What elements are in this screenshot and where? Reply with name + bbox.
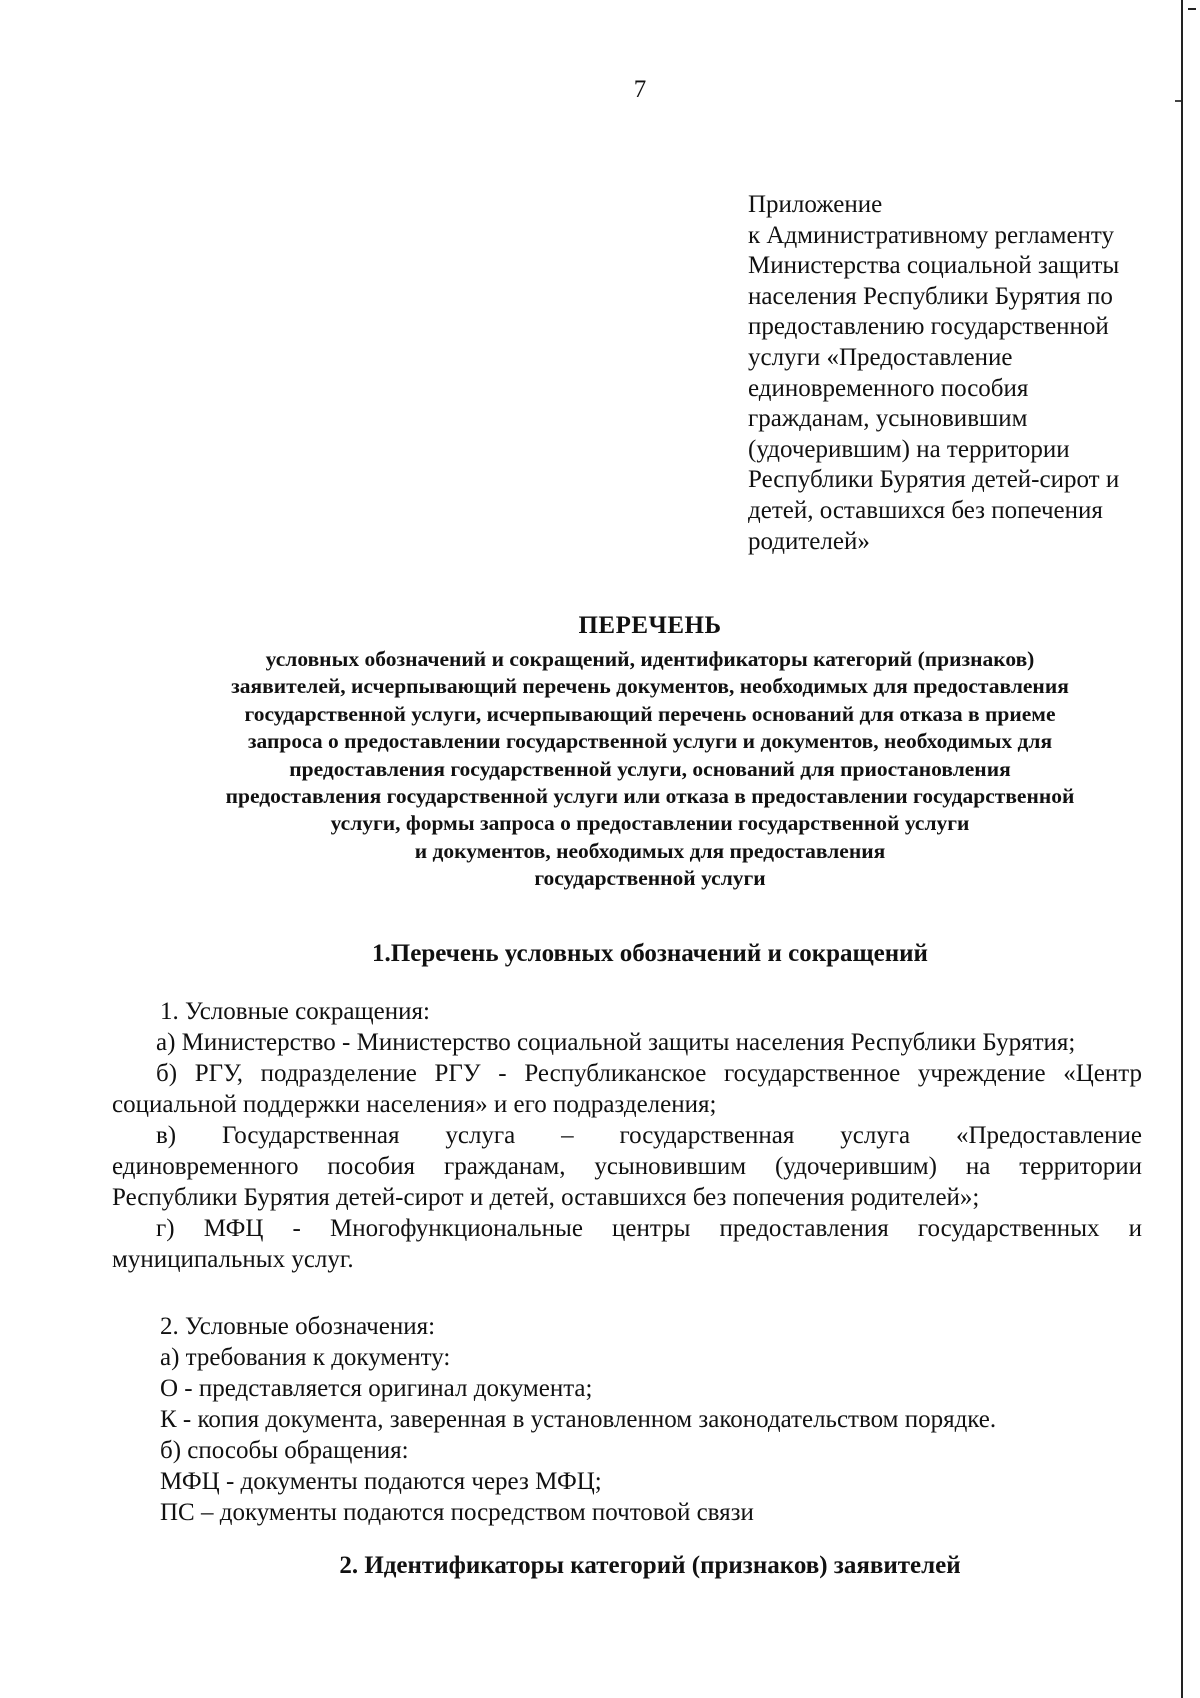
subtitle-line: условных обозначений и сокращений, идентификаторы категорий (признаков) [265,647,1035,671]
subtitle-line: запроса о предоставлении государственной услуги и документов, необходимых для [247,729,1053,754]
annex-line: Республики Бурятия детей-сирот и [748,466,1120,494]
annex-line: единовременного пособия [748,374,1029,402]
annex-line: Приложение [748,191,883,218]
designation-k: К - копия документа, заверенная в установленном законодательством порядке. [160,1406,997,1433]
annex-line: (удочерившим) на территории [748,435,1070,463]
page-edge-line [1181,0,1183,1698]
abbr-v-line2: единовременного пособия гражданам, усыновившим (удочерившим) на территории [112,1153,1142,1180]
abbr-b-line2: социальной поддержки населения» и его подразделения; [112,1091,717,1118]
abbr-v-line1 [112,1120,1142,1151]
page-number: 7 [633,76,647,103]
annex-line: гражданам, усыновившим [748,405,1028,433]
annex-line: родителей» [748,527,870,555]
annex-block [748,190,1168,557]
subtitle-line: государственной услуги, исчерпывающий перечень оснований для отказа в приеме [244,701,1056,726]
subtitle-line: заявителей, исчерпывающий перечень документов, необходимых для предоставления [231,674,1069,699]
annex-line: к Административному регламенту [748,221,1115,249]
item2-heading: 2. Условные обозначения: [160,1313,436,1340]
designation-ps: ПС – документы подаются посредством почтовой связи [160,1499,754,1526]
page-edge-mark [1188,8,1196,10]
abbreviations-block [112,996,1142,1275]
abbr-g-line1: г) МФЦ - Многофункциональные центры предоставления государственных и [156,1215,1142,1242]
annex-line: Министерства социальной защиты [748,252,1120,280]
abbr-a: а) Министерство - Министерство социальной защиты населения Республики Бурятия; [156,1029,1076,1056]
section1-heading: 1.Перечень условных обозначений и сокращений [372,940,928,967]
req-heading: а) требования к документу: [160,1344,451,1371]
document-title: ПЕРЕЧЕНЬ [578,612,722,639]
document-subtitle [150,646,1150,893]
abbr-v-line3: Республики Бурятия детей-сирот и детей, оставшихся без попечения родителей»; [112,1184,980,1211]
subtitle-line: предоставления государственной услуги, оснований для приостановления [289,756,1011,781]
abbr-g-line2: муниципальных услуг. [112,1246,354,1273]
annex-line: услуги «Предоставление [748,343,1013,371]
annex-line: предоставлению государственной [748,313,1109,341]
abbr-v-text: в) Государственная услуга – государственная услуга «Предоставление [156,1122,1142,1149]
ways-heading: б) способы обращения: [160,1437,409,1464]
subtitle-line: государственной услуги [534,866,766,891]
designations-block [112,1311,1142,1528]
item1-heading: 1. Условные сокращения: [160,998,430,1025]
annex-line: детей, оставшихся без попечения [748,496,1103,524]
subtitle-line: предоставления государственной услуги или отказа в предоставлении государственной [225,784,1075,809]
abbr-b-line1: б) РГУ, подразделение РГУ - Республиканское государственное учреждение «Центр [156,1060,1142,1087]
designation-o: О - представляется оригинал документа; [160,1375,593,1402]
subtitle-line: услуги, формы запроса о предоставлении государственной услуги [330,811,970,836]
section2-heading: 2. Идентификаторы категорий (признаков) заявителей [339,1552,961,1579]
subtitle-line: и документов, необходимых для предоставления [414,838,886,863]
designation-mfc: МФЦ - документы подаются через МФЦ; [160,1468,602,1495]
annex-line: населения Республики Бурятия по [748,282,1113,310]
